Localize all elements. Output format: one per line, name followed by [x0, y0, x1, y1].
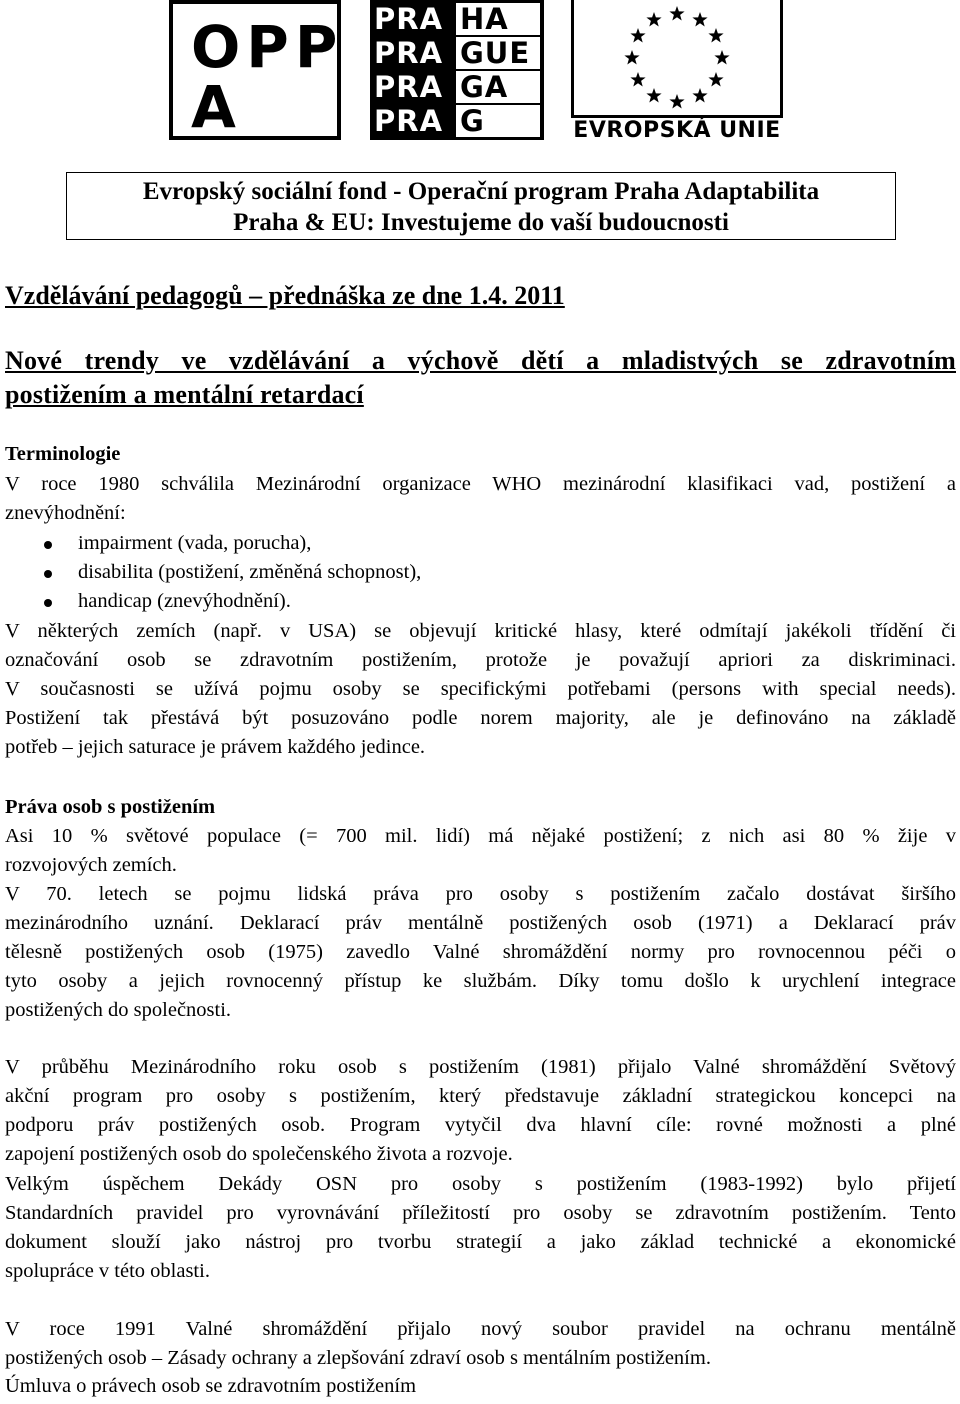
text-line: rozvojových zemích. — [5, 854, 177, 876]
text-line: V 70. letech se pojmu lidská práva pro osoby s postižením začalo dostávat širšího — [5, 883, 956, 905]
document-title-line: Nové trendy ve vzdělávání a výchově dětí a mladistvých se zdravotním — [5, 346, 956, 375]
text-line: V některých zemích (např. v USA) se objevují kritické hlasy, které odmítají jakékoli třídění či — [5, 620, 956, 642]
text-line: dokument slouží jako nástroj pro tvorbu strategií a jako základ technické a ekonomické — [5, 1231, 956, 1253]
text-line: Velkým úspěchem Dekády OSN pro osoby s postižením (1983-1992) bylo přijetí — [5, 1173, 956, 1195]
text-line: akční program pro osoby s postižením, který představuje základní strategickou koncepci na — [5, 1085, 956, 1107]
text-line: mezinárodního uznání. Deklarací práv mentálně postižených osob (1971) a Deklarací práv — [5, 912, 956, 934]
eu-logo — [563, 0, 787, 150]
text-line: Standardních pravidel pro vyrovnávání příležitostí pro osoby se zdravotním postižením. Tento — [5, 1202, 956, 1224]
praha-logo-right: G — [456, 105, 540, 137]
praha-logo-left: PRA — [374, 104, 444, 138]
praha-logo-row — [370, 104, 544, 138]
text-line: zapojení postižených osob do společenského života a rozvoje. — [5, 1143, 513, 1165]
text-line: Postižení tak přestává být posuzováno podle norem majority, ale je definováno na základě — [5, 707, 956, 729]
text-line: V současnosti se užívá pojmu osoby se specifickými potřebami (persons with special needs). — [5, 678, 956, 700]
text-line: V průběhu Mezinárodního roku osob s postižením (1981) přijalo Valné shromáždění Světový — [5, 1056, 956, 1078]
text-line: tyto osoby a jejich rovnocenný přístup ke službám. Díky tomu došlo k urychlení integrace — [5, 970, 956, 992]
praha-logo-left: PRA — [374, 70, 444, 104]
praha-logo-left: PRA — [374, 2, 444, 36]
praha-logo-left: PRA — [374, 36, 444, 70]
text-line: spolupráce v této oblasti. — [5, 1260, 210, 1282]
text-line: Úmluva o právech osob se zdravotním postižením — [5, 1375, 417, 1397]
bullet-icon — [44, 599, 52, 607]
praha-logo-row — [370, 2, 544, 36]
opp-a-logo — [169, 0, 344, 141]
bullet-item: impairment (vada, porucha), — [78, 532, 312, 554]
text-line: V roce 1991 Valné shromáždění přijalo nový soubor pravidel na ochranu mentálně — [5, 1318, 956, 1340]
program-header-line2: Praha & EU: Investujeme do vaší budoucnosti — [233, 209, 729, 236]
eu-caption: EVROPSKÁ UNIE — [573, 118, 781, 143]
text-line: podporu práv postižených osob. Program vytyčil dva hlavní cíle: rovné možnosti a plné — [5, 1114, 956, 1136]
praha-logo-right: GA — [456, 71, 540, 103]
text-line: V roce 1980 schválila Mezinárodní organizace WHO mezinárodní klasifikaci vad, postižení a — [5, 473, 956, 495]
praha-logo-right: HA — [456, 3, 540, 35]
program-header-line1: Evropský sociální fond - Operační program Praha Adaptabilita — [142, 178, 820, 205]
text-line: Asi 10 % světové populace (= 700 mil. lidí) má nějaké postižení; z nich asi 80 % žije v — [5, 825, 956, 847]
text-line: znevýhodnění: — [5, 502, 126, 524]
text-line: potřeb – jejich saturace je právem každého jedince. — [5, 736, 426, 758]
text-line: označování osob se zdravotním postižením, protože je považují apriori za diskriminaci. — [5, 649, 956, 671]
praha-logo-right: GUE — [456, 37, 540, 69]
eu-stars-icon — [574, 0, 780, 118]
program-header-box — [66, 172, 896, 240]
praha-logo — [370, 0, 544, 140]
text-line: tělesně postižených osob (1975) zavedlo Valné shromáždění normy pro rovnocennou péči o — [5, 941, 956, 963]
bullet-icon — [44, 541, 52, 549]
lecture-heading: Vzdělávání pedagogů – přednáška ze dne 1.4. 2011 — [5, 281, 565, 310]
praha-logo-row — [370, 36, 544, 70]
text-line: postižených osob – Zásady ochrany a zlepšování zdraví osob s mentálním postižením. — [5, 1347, 711, 1369]
bullet-item: disabilita (postižení, změněná schopnost), — [78, 561, 422, 583]
bullet-icon — [44, 570, 52, 578]
praha-logo-row — [370, 70, 544, 104]
eu-flag-icon — [571, 0, 783, 118]
logo-a-text: A — [191, 73, 242, 141]
rights-heading: Práva osob s postižením — [5, 796, 216, 818]
bullet-item: handicap (znevýhodnění). — [78, 590, 291, 612]
terminology-heading: Terminologie — [5, 443, 121, 465]
document-title-line: postižením a mentální retardací — [5, 380, 364, 409]
text-line: postižených do společnosti. — [5, 999, 232, 1021]
logo-opp-text: OPP — [191, 13, 344, 81]
